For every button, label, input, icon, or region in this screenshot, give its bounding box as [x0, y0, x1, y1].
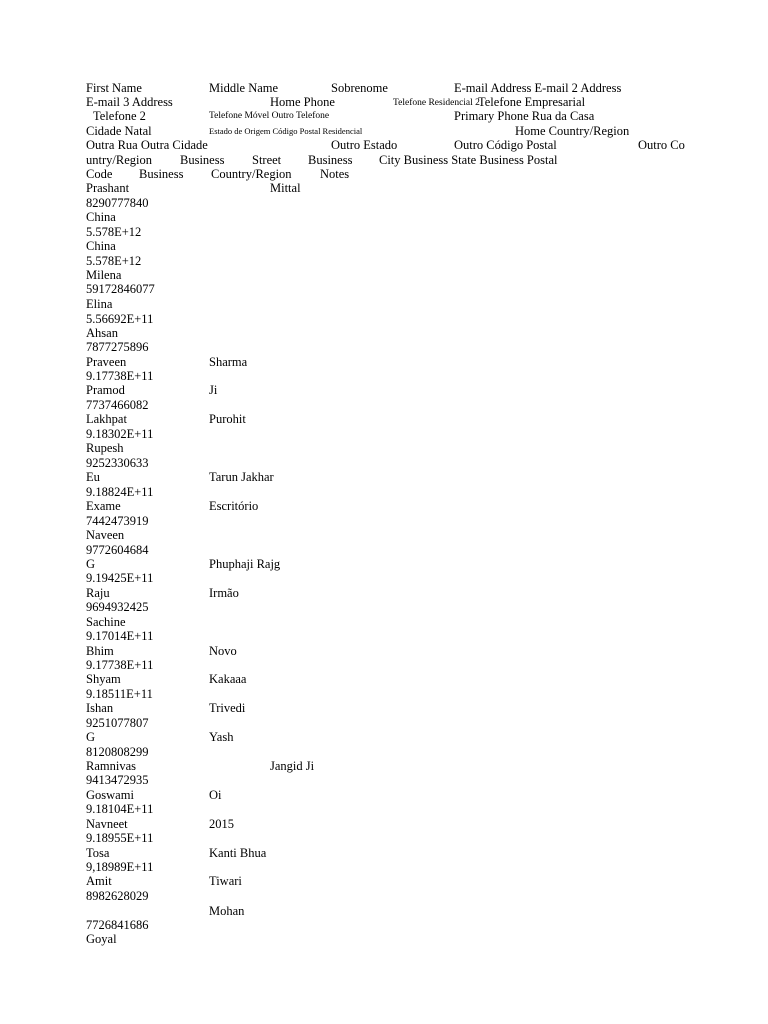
header-text: Business [139, 167, 184, 181]
record-detail: Tiwari [209, 874, 242, 888]
record-phone: 7877275896 [86, 340, 149, 354]
record-phone: 8290777840 [86, 196, 149, 210]
record-phone: 9251077807 [86, 716, 149, 730]
header-text: Telefone Residencial 2 [393, 98, 480, 108]
record-name: China [86, 210, 116, 224]
record-phone: 9.18824E+11 [86, 485, 154, 499]
record-phone: 9694932425 [86, 600, 149, 614]
record-name: Eu [86, 470, 100, 484]
header-text: Outro Estado [331, 138, 398, 152]
record-name: Ramnivas [86, 759, 136, 773]
record-phone: 9.19425E+11 [86, 571, 154, 585]
record-name: Tosa [86, 846, 110, 860]
record-detail: Novo [209, 644, 237, 658]
record-phone: 9,18989E+11 [86, 860, 154, 874]
header-text: Street [252, 153, 282, 167]
record-phone: 9.17738E+11 [86, 369, 154, 383]
record-name: Amit [86, 874, 112, 888]
header-text: untry/Region [86, 153, 152, 167]
record-detail: Escritório [209, 499, 259, 513]
record-phone: 5.578E+12 [86, 225, 142, 239]
record-detail: Yash [209, 730, 234, 744]
header-text: Sobrenome [331, 81, 388, 95]
header-text: Business [308, 153, 353, 167]
record-detail: Sharma [209, 355, 248, 369]
record-detail: Mittal [270, 181, 301, 195]
record-name: G [86, 557, 96, 571]
record-name: Exame [86, 499, 121, 513]
header-text: Outro Co [638, 138, 685, 152]
record-phone: 7737466082 [86, 398, 149, 412]
record-name: Naveen [86, 528, 125, 542]
header-text: Middle Name [209, 81, 279, 95]
record-phone: 9.17738E+11 [86, 658, 154, 672]
record-detail: Purohit [209, 412, 246, 426]
record-phone: 9.18302E+11 [86, 427, 154, 441]
record-phone: 5.56692E+11 [86, 312, 154, 326]
header-text: Primary Phone Rua da Casa [454, 109, 595, 123]
header-text: Home Country/Region [515, 124, 630, 138]
header-text: Telefone Empresarial [478, 95, 586, 109]
record-name: Shyam [86, 672, 121, 686]
record-name: Ahsan [86, 326, 118, 340]
header-text: First Name [86, 81, 142, 95]
record-detail: Kakaaa [209, 672, 247, 686]
header-text: Telefone Móvel Outro Telefone [209, 111, 330, 121]
record-phone: 8982628029 [86, 889, 149, 903]
record-name: Raju [86, 586, 110, 600]
header-text: Estado de Origem Código Postal Residencial [209, 126, 363, 136]
record-phone: 7442473919 [86, 514, 149, 528]
record-name: Ishan [86, 701, 114, 715]
record-detail: Trivedi [209, 701, 246, 715]
header-text: Home Phone [270, 95, 335, 109]
record-phone: 59172846077 [86, 282, 155, 296]
header-text: Country/Region [211, 167, 292, 181]
record-name: China [86, 239, 116, 253]
record-name: Navneet [86, 817, 128, 831]
record-detail: Ji [209, 383, 218, 397]
record-name: Goyal [86, 932, 117, 946]
header-text: Notes [320, 167, 350, 181]
record-name: G [86, 730, 96, 744]
record-phone: 9413472935 [86, 773, 149, 787]
record-detail: Oi [209, 788, 222, 802]
header-text: Business [180, 153, 225, 167]
header-text: Code [86, 167, 113, 181]
record-name: Pramod [86, 383, 125, 397]
header-text: E-mail 3 Address [86, 95, 173, 109]
record-name: Bhim [86, 644, 114, 658]
record-phone: 9252330633 [86, 456, 149, 470]
record-name: Goswami [86, 788, 134, 802]
header-text: City Business State Business Postal [379, 153, 558, 167]
record-detail: Phuphaji Rajg [209, 557, 281, 571]
record-name: Prashant [86, 181, 130, 195]
record-name: Elina [86, 297, 113, 311]
record-detail: Jangid Ji [270, 759, 315, 773]
record-name: Praveen [86, 355, 127, 369]
record-detail: 2015 [209, 817, 234, 831]
header-text: Outra Rua Outra Cidade [86, 138, 208, 152]
record-detail: Mohan [209, 904, 245, 918]
record-phone: 7726841686 [86, 918, 149, 932]
record-name: Lakhpat [86, 412, 127, 426]
record-name: Rupesh [86, 441, 124, 455]
header-text: Telefone 2 [93, 109, 146, 123]
record-phone: 9772604684 [86, 543, 149, 557]
header-text: Outro Código Postal [454, 138, 557, 152]
record-detail: Kanti Bhua [209, 846, 267, 860]
header-text: E-mail Address E-mail 2 Address [454, 81, 622, 95]
record-phone: 9.18955E+11 [86, 831, 154, 845]
record-detail: Irmão [209, 586, 239, 600]
header-text: Cidade Natal [86, 124, 152, 138]
record-detail: Tarun Jakhar [209, 470, 274, 484]
record-name: Sachine [86, 615, 126, 629]
record-name: Milena [86, 268, 122, 282]
record-phone: 5.578E+12 [86, 254, 142, 268]
record-phone: 9.18511E+11 [86, 687, 153, 701]
record-phone: 9.18104E+11 [86, 802, 154, 816]
record-phone: 9.17014E+11 [86, 629, 154, 643]
record-phone: 8120808299 [86, 745, 149, 759]
